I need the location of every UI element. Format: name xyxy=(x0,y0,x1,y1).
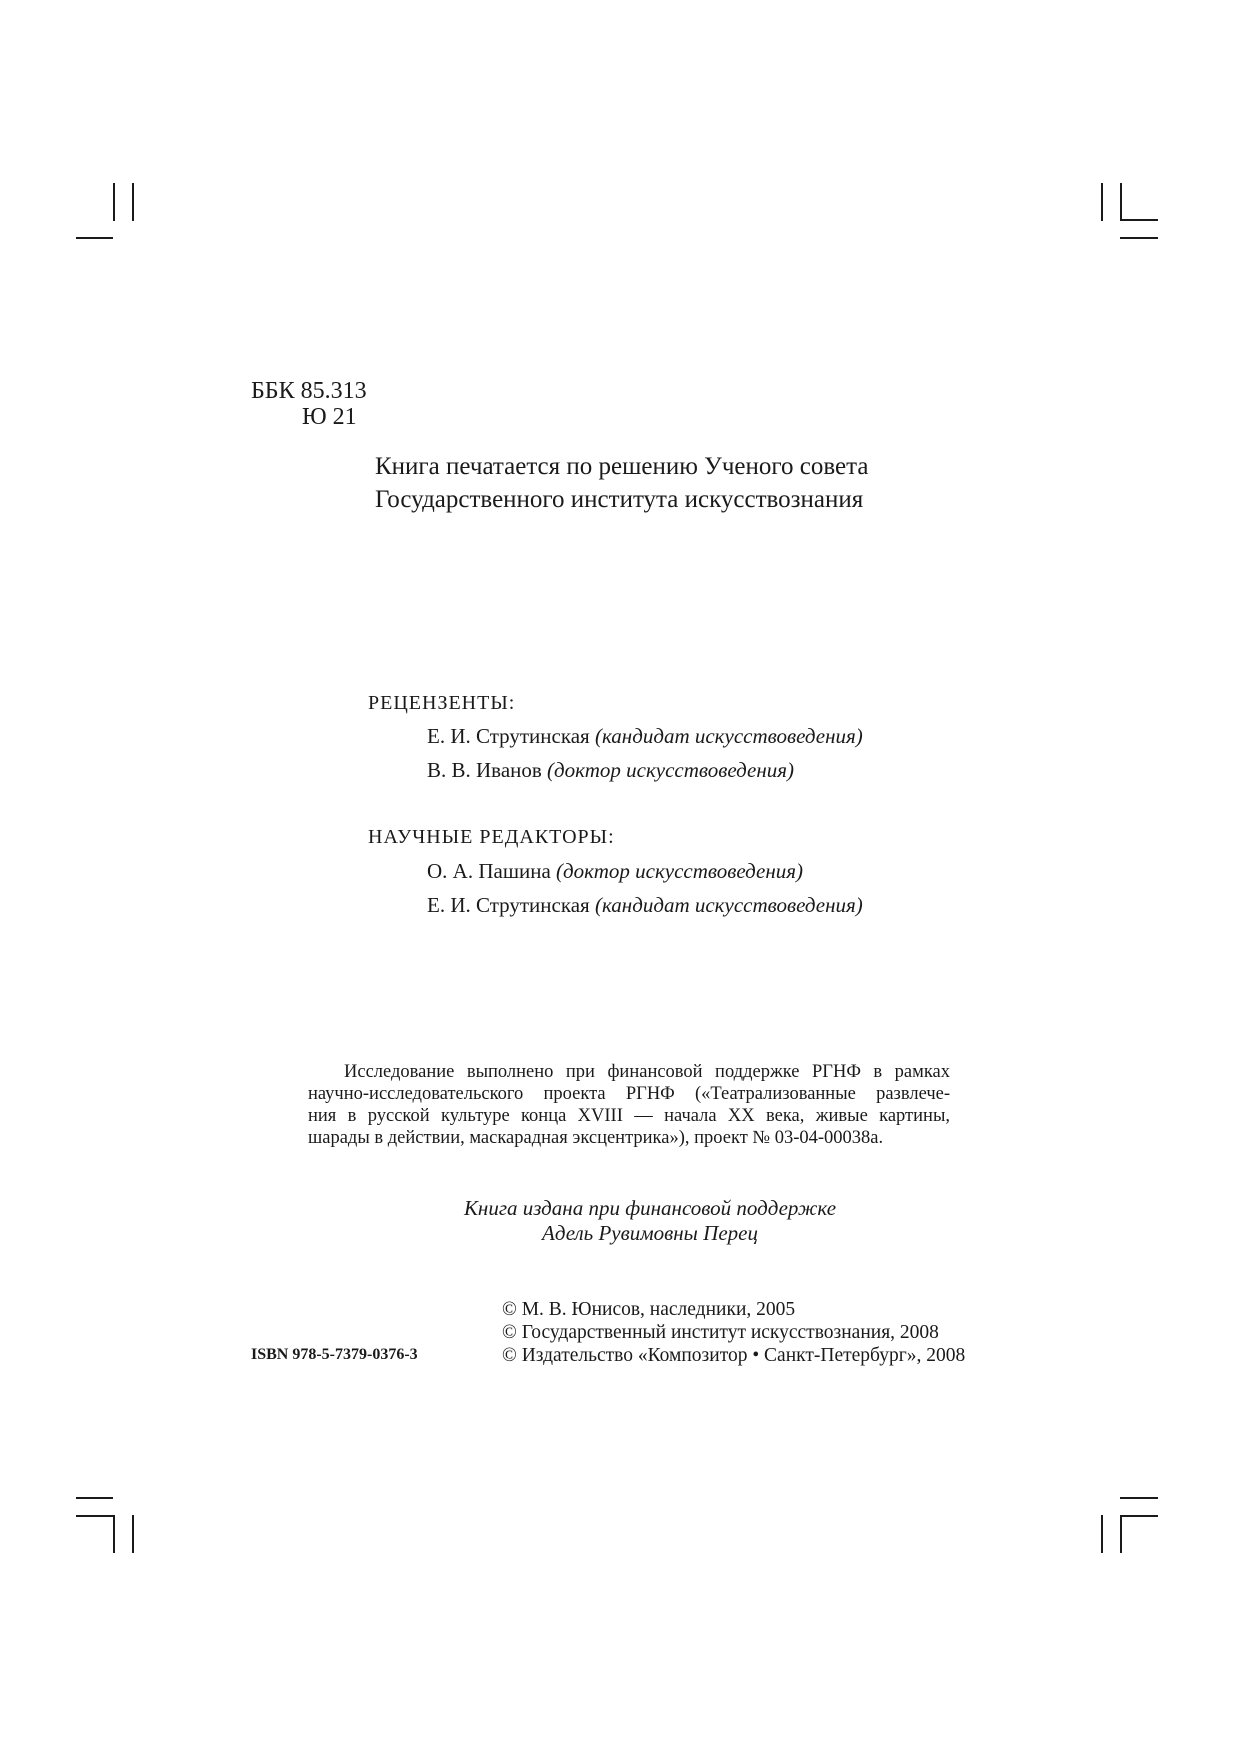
editor-degree: (кандидат искусствоведения) xyxy=(594,893,863,917)
copyright-block xyxy=(502,1298,965,1367)
funding-line: Исследование выполнено при финансовой поддержке РГНФ в рамках xyxy=(344,1062,950,1082)
funding-line: ния в русской культуре конца XVIII — начала XX века, живые картины, xyxy=(308,1106,950,1126)
reviewers-heading: РЕЦЕНЗЕНТЫ: xyxy=(368,692,516,714)
funding-line: шарады в действии, маскарадная эксцентрика»), проект № 03-04-00038а. xyxy=(308,1128,884,1148)
reviewer-degree: (доктор искусствоведения) xyxy=(547,758,795,782)
sponsor-line: Книга издана при финансовой поддержке xyxy=(463,1196,837,1220)
reviewer-degree: (кандидат искусствоведения) xyxy=(594,724,863,748)
reviewer-entry xyxy=(427,722,863,750)
author-mark: Ю 21 xyxy=(302,404,357,430)
copyright-line: © М. В. Юнисов, наследники, 2005 xyxy=(502,1299,796,1320)
reviewer-entry xyxy=(427,756,794,784)
editor-entry xyxy=(427,857,803,885)
reviewer-name: Е. И. Струтинская xyxy=(427,724,590,748)
bbk-code: ББК 85.313 xyxy=(251,378,367,404)
sponsor-note xyxy=(440,1196,860,1246)
sponsor-line: Адель Рувимовны Перец xyxy=(542,1221,758,1245)
decision-line: Книга печатается по решению Ученого совета xyxy=(375,453,869,480)
editor-entry xyxy=(427,891,863,919)
decision-line: Государственного института искусствознания xyxy=(375,486,864,513)
editor-name: Е. И. Струтинская xyxy=(427,893,590,917)
editors-heading: НАУЧНЫЕ РЕДАКТОРЫ: xyxy=(368,826,615,848)
reviewer-name: В. В. Иванов xyxy=(427,758,542,782)
editor-name: О. А. Пашина xyxy=(427,859,551,883)
funding-line: научно-исследовательского проекта РГНФ («Театрализованные развлече- xyxy=(308,1084,950,1104)
copyright-line: © Государственный институт искусствознания, 2008 xyxy=(502,1322,939,1343)
bbk-classification xyxy=(251,378,367,430)
copyright-line: © Издательство «Композитор • Санкт-Петербург», 2008 xyxy=(502,1345,966,1366)
funding-note xyxy=(308,1061,950,1149)
isbn: ISBN 978-5-7379-0376-3 xyxy=(251,1346,418,1363)
publication-decision xyxy=(375,450,868,516)
editor-degree: (доктор искусствоведения) xyxy=(556,859,804,883)
